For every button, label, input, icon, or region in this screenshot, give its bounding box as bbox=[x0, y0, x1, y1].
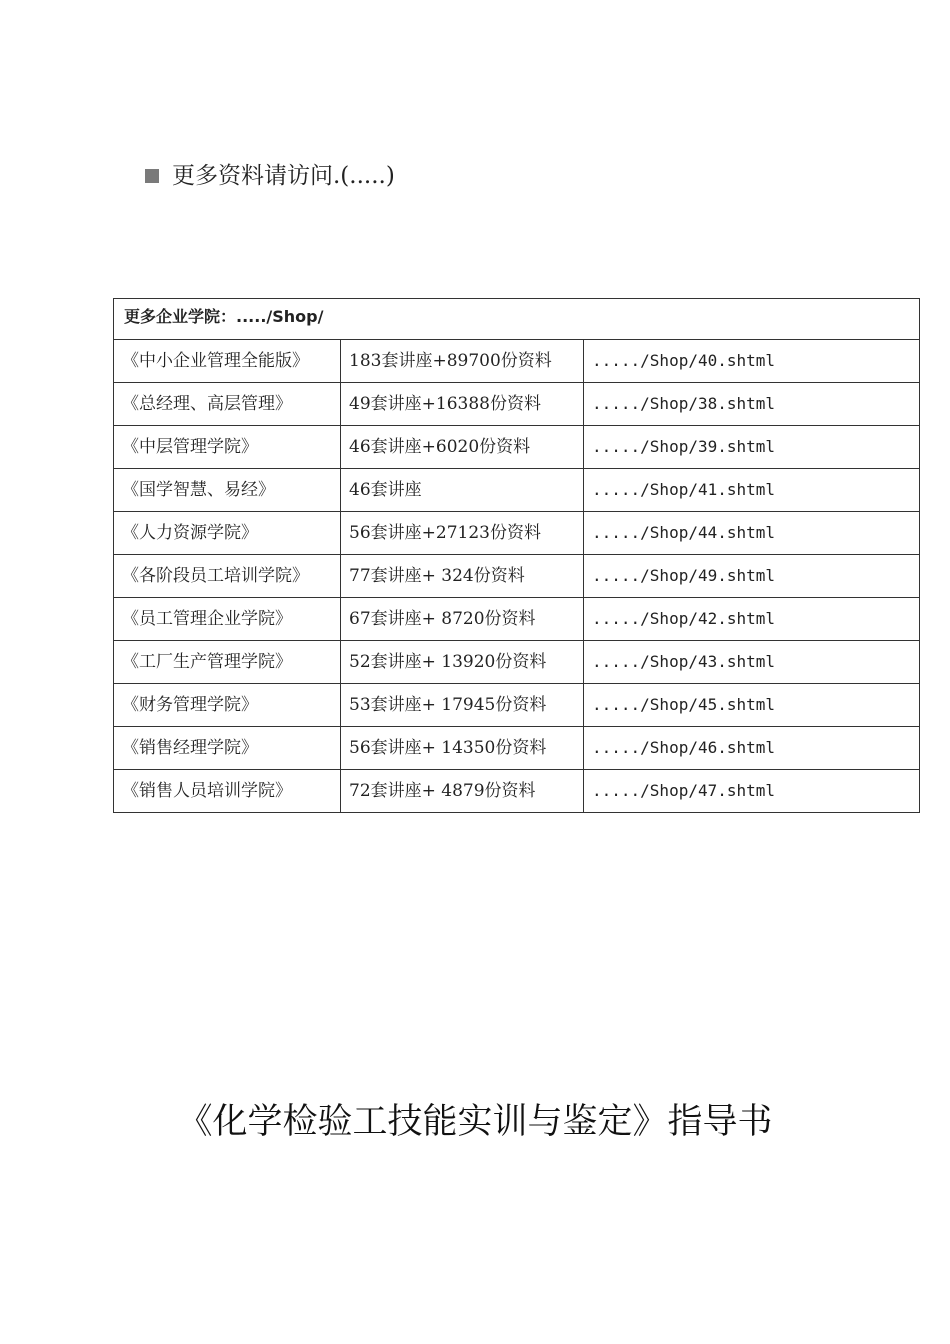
course-count: 56套讲座+ 14350份资料 bbox=[341, 727, 584, 770]
course-count: 49套讲座+16388份资料 bbox=[341, 383, 584, 426]
document-title: 《化学检验工技能实训与鉴定》指导书 bbox=[177, 1102, 773, 1142]
course-url[interactable]: ...../Shop/46.shtml bbox=[584, 727, 920, 770]
course-url[interactable]: ...../Shop/47.shtml bbox=[584, 770, 920, 813]
course-name: 《中小企业管理全能版》 bbox=[114, 340, 341, 383]
course-url[interactable]: ...../Shop/38.shtml bbox=[584, 383, 920, 426]
table-row bbox=[114, 555, 920, 598]
table-row bbox=[114, 684, 920, 727]
table-row bbox=[114, 426, 920, 469]
course-url[interactable]: ...../Shop/45.shtml bbox=[584, 684, 920, 727]
table-row bbox=[114, 469, 920, 512]
square-bullet-icon bbox=[145, 169, 159, 183]
course-name: 《总经理、高层管理》 bbox=[114, 383, 341, 426]
course-count: 67套讲座+ 8720份资料 bbox=[341, 598, 584, 641]
course-url[interactable]: ...../Shop/39.shtml bbox=[584, 426, 920, 469]
course-name: 《销售经理学院》 bbox=[114, 727, 341, 770]
table-row bbox=[114, 340, 920, 383]
course-count: 56套讲座+27123份资料 bbox=[341, 512, 584, 555]
course-url[interactable]: ...../Shop/42.shtml bbox=[584, 598, 920, 641]
shop-table bbox=[113, 298, 920, 813]
notice-line bbox=[145, 160, 395, 192]
course-name: 《各阶段员工培训学院》 bbox=[114, 555, 341, 598]
course-count: 46套讲座+6020份资料 bbox=[341, 426, 584, 469]
table-row bbox=[114, 383, 920, 426]
table-row bbox=[114, 598, 920, 641]
course-count: 53套讲座+ 17945份资料 bbox=[341, 684, 584, 727]
course-url[interactable]: ...../Shop/49.shtml bbox=[584, 555, 920, 598]
course-name: 《财务管理学院》 bbox=[114, 684, 341, 727]
course-name: 《员工管理企业学院》 bbox=[114, 598, 341, 641]
course-count: 52套讲座+ 13920份资料 bbox=[341, 641, 584, 684]
course-name: 《中层管理学院》 bbox=[114, 426, 341, 469]
table-row bbox=[114, 770, 920, 813]
course-url[interactable]: ...../Shop/43.shtml bbox=[584, 641, 920, 684]
course-count: 183套讲座+89700份资料 bbox=[341, 340, 584, 383]
table-row bbox=[114, 641, 920, 684]
course-url[interactable]: ...../Shop/41.shtml bbox=[584, 469, 920, 512]
table-header: 更多企业学院：...../Shop/ bbox=[114, 299, 920, 340]
table-row bbox=[114, 512, 920, 555]
course-name: 《国学智慧、易经》 bbox=[114, 469, 341, 512]
course-name: 《人力资源学院》 bbox=[114, 512, 341, 555]
course-count: 46套讲座 bbox=[341, 469, 584, 512]
table-row bbox=[114, 727, 920, 770]
notice-text: 更多资料请访问.(.....) bbox=[172, 163, 395, 189]
course-name: 《工厂生产管理学院》 bbox=[114, 641, 341, 684]
course-count: 72套讲座+ 4879份资料 bbox=[341, 770, 584, 813]
course-count: 77套讲座+ 324份资料 bbox=[341, 555, 584, 598]
course-url[interactable]: ...../Shop/40.shtml bbox=[584, 340, 920, 383]
course-name: 《销售人员培训学院》 bbox=[114, 770, 341, 813]
course-url[interactable]: ...../Shop/44.shtml bbox=[584, 512, 920, 555]
